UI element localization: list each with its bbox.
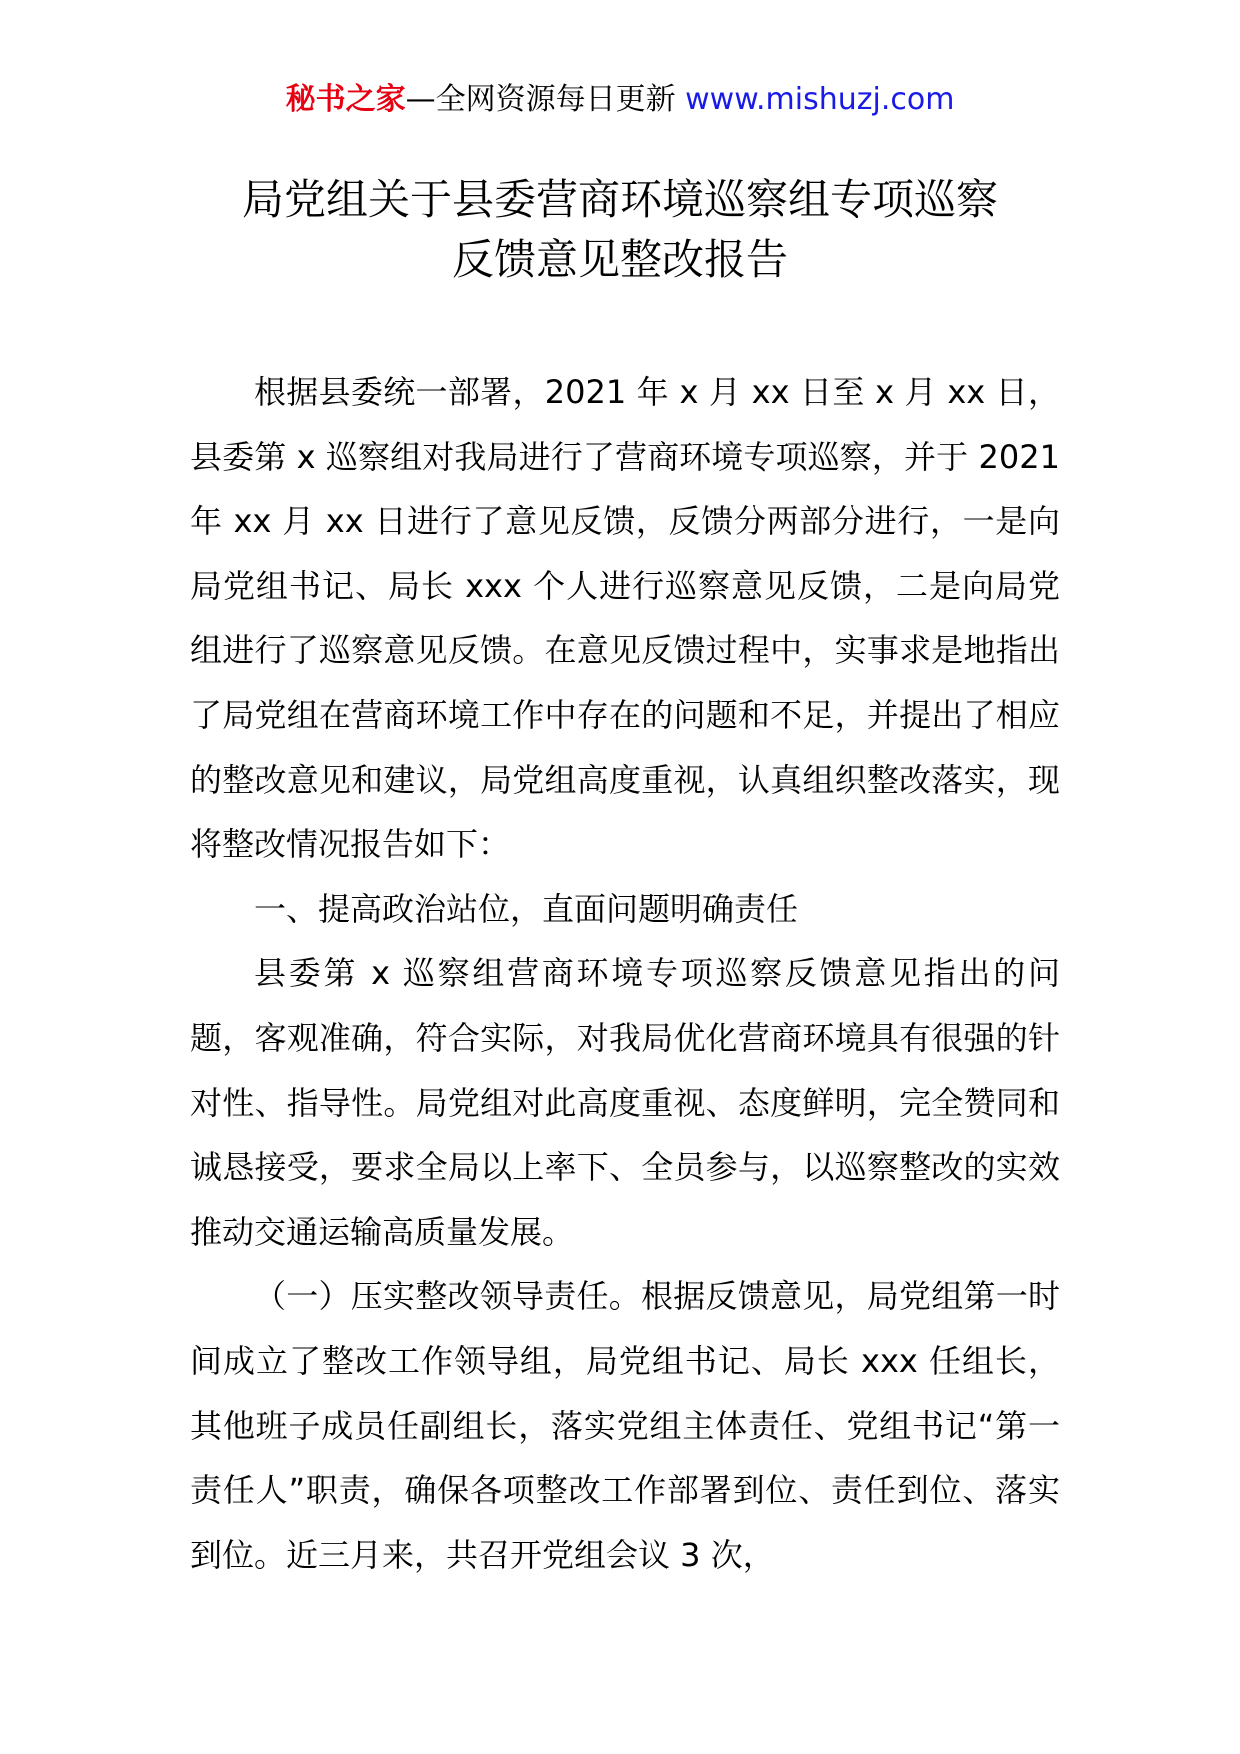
document-title bbox=[0, 170, 1240, 290]
site-tagline: —全网资源每日更新 bbox=[405, 82, 686, 117]
site-header bbox=[0, 78, 1240, 122]
body-paragraph-subsection-1: （一）压实整改领导责任。根据反馈意见，局党组第一时间成立了整改工作领导组，局党组书记、局长 xxx 任组长，其他班子成员任副组长，落实党组主体责任、党组书记“第一责任人”职责，确保各项整改工作部署到位、责任到位、落实到位。近三月来，共召开党组会议 3 次， bbox=[190, 1277, 1060, 1574]
document-body bbox=[190, 360, 1060, 1587]
body-paragraph-section-1: 县委第 x 巡察组营商环境专项巡察反馈意见指出的问题，客观准确，符合实际，对我局优化营商环境具有很强的针对性、指导性。局党组对此高度重视、态度鲜明，完全赞同和诚恳接受，要求全局以上率下、全员参与，以巡察整改的实效推动交通运输高质量发展。 bbox=[190, 954, 1060, 1251]
site-brand: 秘书之家 bbox=[285, 82, 406, 117]
site-url-link[interactable]: www.mishuzj.com bbox=[685, 82, 955, 117]
section-heading-1: 一、提高政治站位，直面问题明确责任 bbox=[254, 889, 799, 928]
document-title-line-2: 反馈意见整改报告 bbox=[451, 235, 788, 284]
body-paragraph-intro: 根据县委统一部署，2021 年 x 月 xx 日至 x 月 xx 日，县委第 x 巡察组对我局进行了营商环境专项巡察，并于 2021 年 xx 月 xx 日进行了意见反馈，反馈分两部分进行，一是向局党组书记、局长 xxx 个人进行巡察意见反馈，二是向局党组进行了巡察意见反馈。在意见反馈过程中，实事求是地指出了局党组在营商环境工作中存在的问题和不足，并提出了相应的整改意见和建议，局党组高度重视，认真组织整改落实，现将整改情况报告如下： bbox=[190, 373, 1060, 864]
document-title-line-1: 局党组关于县委营商环境巡察组专项巡察 bbox=[241, 175, 998, 224]
